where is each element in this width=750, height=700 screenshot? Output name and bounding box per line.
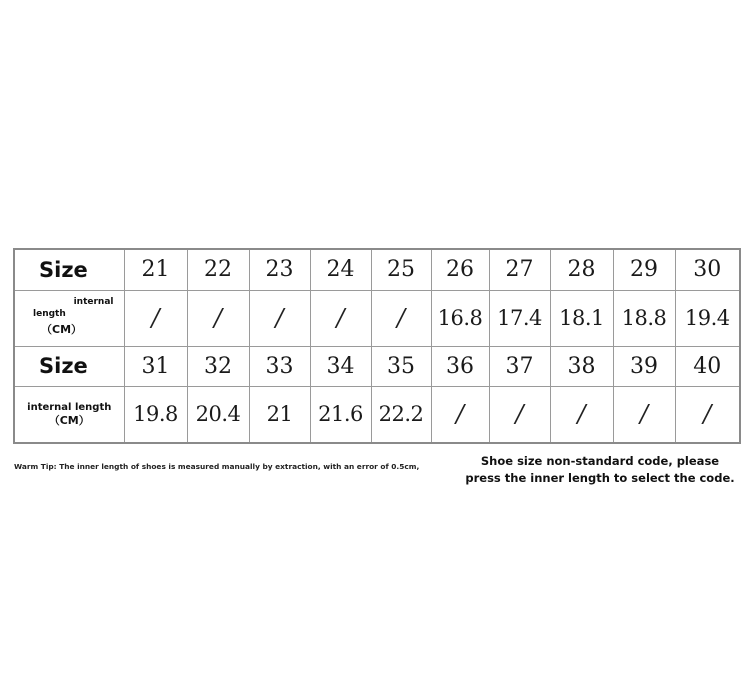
length-cell: / [371, 290, 431, 346]
length-cell: 16.8 [431, 290, 489, 346]
size-cell: 28 [550, 249, 613, 290]
length-cell: 21 [249, 386, 310, 443]
size-cell: 21 [124, 249, 187, 290]
size-cell: 36 [431, 346, 489, 386]
size-code-note-line-1: Shoe size non-standard code, please [480, 454, 720, 468]
size-cell: 34 [310, 346, 371, 386]
length-cell: 21.6 [310, 386, 371, 443]
length-cell: 18.1 [550, 290, 613, 346]
length-cell: / [613, 386, 675, 443]
size-cell: 38 [550, 346, 613, 386]
label-part-unit: （CM） [41, 322, 83, 336]
length-cell: 19.8 [124, 386, 187, 443]
length-cell: / [431, 386, 489, 443]
length-cell: / [249, 290, 310, 346]
size-cell: 35 [371, 346, 431, 386]
size-row-2 [14, 346, 740, 386]
size-cell: 39 [613, 346, 675, 386]
size-code-note-line-2: press the inner length to select the code. [465, 471, 735, 485]
size-cell: 27 [489, 249, 550, 290]
length-cell: 18.8 [613, 290, 675, 346]
size-cell: 26 [431, 249, 489, 290]
length-cell: / [489, 386, 550, 443]
length-cell: / [187, 290, 249, 346]
length-cell: 22.2 [371, 386, 431, 443]
internal-length-label [14, 290, 124, 346]
size-cell: 37 [489, 346, 550, 386]
label-part-length: length [33, 308, 66, 319]
size-cell: 23 [249, 249, 310, 290]
size-cell: 40 [675, 346, 740, 386]
size-cell: 32 [187, 346, 249, 386]
label-part-unit: （CM） [48, 414, 90, 428]
length-row-2 [14, 386, 740, 443]
shoe-size-table [13, 248, 741, 444]
size-cell: 22 [187, 249, 249, 290]
length-cell: 19.4 [675, 290, 740, 346]
label-part-internal-length: internal length [27, 402, 112, 414]
size-row-1 [14, 249, 740, 290]
internal-length-label [14, 386, 124, 443]
label-part-internal: internal [73, 296, 114, 307]
length-cell: 20.4 [187, 386, 249, 443]
size-label: Size [14, 249, 124, 290]
length-row-1 [14, 290, 740, 346]
length-cell: / [675, 386, 740, 443]
size-cell: 31 [124, 346, 187, 386]
length-cell: / [310, 290, 371, 346]
length-cell: / [124, 290, 187, 346]
size-label: Size [14, 346, 124, 386]
length-cell: / [550, 386, 613, 443]
size-code-note [455, 453, 745, 487]
size-cell: 33 [249, 346, 310, 386]
warm-tip-note: Warm Tip: The inner length of shoes is measured manually by extraction, with an error of 0.5cm, [14, 462, 420, 471]
size-cell: 24 [310, 249, 371, 290]
size-cell: 29 [613, 249, 675, 290]
length-cell: 17.4 [489, 290, 550, 346]
size-cell: 30 [675, 249, 740, 290]
size-cell: 25 [371, 249, 431, 290]
